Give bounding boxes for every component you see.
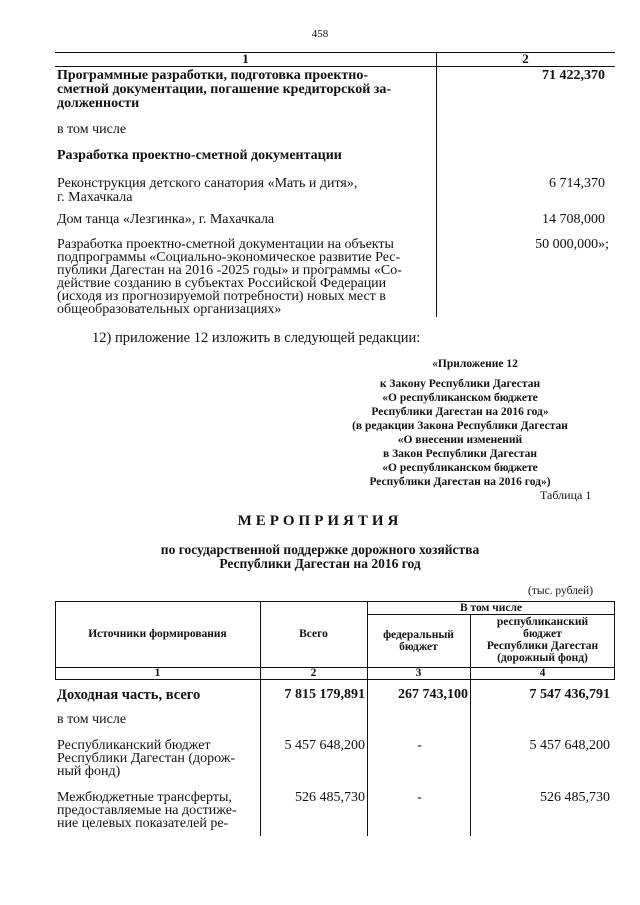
- top-table: [55, 52, 615, 317]
- row3-value: 14 708,000: [542, 212, 605, 227]
- table-label: Таблица 1: [540, 488, 592, 502]
- top-table-col2-header: 2: [522, 51, 529, 66]
- main-table: [55, 601, 615, 836]
- subheading: [0, 543, 640, 571]
- table-row-label: Межбюджетные трансферты,: [57, 790, 232, 805]
- row1-label-line: сметной документации, погашение кредиторской за-: [57, 82, 392, 97]
- row1-value: 71 422,370: [542, 68, 605, 83]
- header-source: Источники формирования: [88, 628, 227, 640]
- row3-label: Дом танца «Лезгинка», г. Махачкала: [57, 212, 275, 227]
- header-republic: республиканский бюджет Республики Дагестан (дорожный фонд): [486, 616, 599, 664]
- unit-label: (тыс. рублей): [528, 585, 594, 597]
- table-row-republic: 5 457 648,200: [529, 738, 610, 753]
- appendix-line: (в редакции Закона Республики Дагестан: [352, 420, 568, 432]
- appendix-line: «О республиканском бюджете: [382, 392, 538, 404]
- heading: МЕРОПРИЯТИЯ: [237, 513, 403, 529]
- row2-label-line: г. Махачкала: [57, 190, 133, 205]
- header-federal: федеральный бюджет: [383, 629, 454, 653]
- appendix-line: в Закон Республики Дагестан: [383, 448, 537, 460]
- table-row-label: ный фонд): [57, 764, 121, 779]
- section-title: Разработка проектно-сметной документации: [57, 148, 342, 163]
- table-row-federal: -: [417, 790, 422, 805]
- row2-label-line: Реконструкция детского санатория «Мать и дитя»,: [57, 176, 358, 191]
- col-number: 1: [154, 667, 161, 679]
- table-row-total: 5 457 648,200: [284, 738, 365, 753]
- row4-value: 50 000,000»;: [535, 237, 609, 252]
- appendix-line: Республики Дагестан на 2016 год»: [371, 406, 549, 418]
- appendix-block: [330, 357, 590, 489]
- in-that-number: в том числе: [57, 122, 127, 137]
- table-row-total: 526 485,730: [295, 790, 365, 805]
- appendix-line: «О внесении изменений: [397, 434, 523, 446]
- table-row-label: Республики Дагестан (дорож-: [57, 751, 236, 766]
- table-row-federal: -: [417, 738, 422, 753]
- top-table-col1-header: 1: [242, 51, 249, 66]
- row4-label-line: Разработка проектно-сметной документации на объекты: [57, 237, 394, 252]
- row4-label-line: подпрограммы «Социально-экономическое развитие Рес-: [57, 250, 401, 265]
- table-row-total: 7 815 179,891: [284, 687, 365, 702]
- row2-value: 6 714,370: [549, 176, 605, 191]
- table-row-label: в том числе: [57, 712, 127, 727]
- row4-label-line: общеобразовательных организациях»: [57, 302, 282, 317]
- row4-label-line: публики Дагестан на 2016 -2025 годы» и программы «Со-: [57, 263, 402, 278]
- appendix-line: к Закону Республики Дагестан: [379, 378, 541, 390]
- row1-label-line: долженности: [57, 96, 140, 111]
- appendix-line: «Приложение 12: [432, 358, 518, 370]
- table-row-label: Доходная часть, всего: [57, 687, 201, 703]
- table-row-republic: 526 485,730: [540, 790, 610, 805]
- table-row-label: предоставляемые на достиже-: [57, 803, 237, 818]
- header-in-that-number: В том числе: [459, 602, 523, 614]
- col-number: 2: [310, 667, 317, 679]
- col-number: 3: [415, 667, 422, 679]
- row4-label-line: действие созданию в субъектах Российской Федерации: [57, 276, 387, 291]
- table-row-label: ние целевых показателей ре-: [57, 816, 229, 831]
- table-row-republic: 7 547 436,791: [529, 687, 610, 702]
- row4-label-line: (исходя из прогнозируемой потребности) новых мест в: [57, 289, 386, 304]
- col-number: 4: [539, 667, 546, 679]
- table-row-federal: 267 743,100: [398, 687, 468, 702]
- paragraph: 12) приложение 12 изложить в следующей редакции:: [92, 330, 421, 346]
- appendix-line: Республики Дагестан на 2016 год»): [369, 476, 551, 488]
- subheading-line: по государственной поддержке дорожного хозяйства: [160, 542, 480, 557]
- page-number: 458: [311, 28, 329, 40]
- header-total: Всего: [299, 628, 328, 640]
- appendix-line: «О республиканском бюджете: [382, 462, 538, 474]
- table-row-label: Республиканский бюджет: [57, 738, 211, 753]
- row1-label-line: Программные разработки, подготовка проектно-: [57, 68, 369, 83]
- subheading-line: Республики Дагестан на 2016 год: [219, 556, 421, 571]
